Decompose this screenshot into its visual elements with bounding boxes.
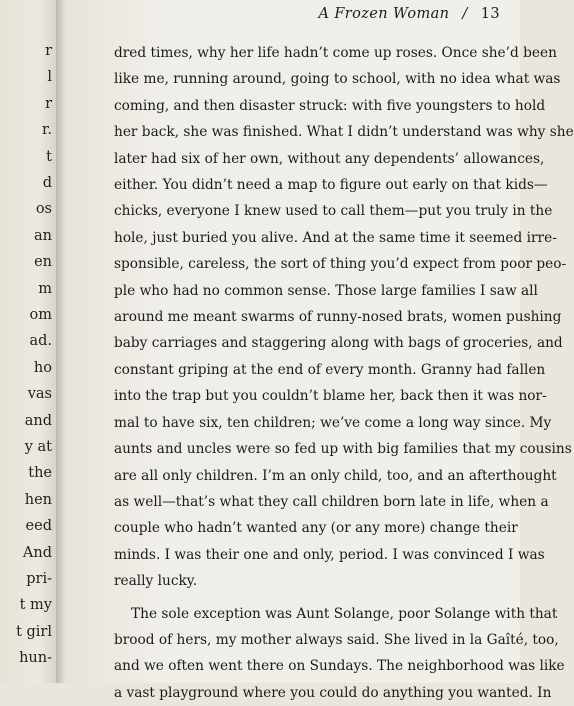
header-separator: /	[462, 6, 468, 22]
text-line: are all only children. I’m an only child, too, and an afterthought	[114, 467, 557, 484]
left-page-fragment: vas	[27, 386, 52, 403]
left-page-fragment: eed	[25, 518, 52, 535]
text-line: around me meant swarms of runny-nosed brats, women pushing	[114, 309, 562, 326]
text-line: dred times, why her life hadn’t come up roses. Once she’d been	[114, 45, 557, 61]
text-line: into the trap but you couldn’t blame her, back then it was nor-	[114, 388, 547, 405]
left-page-fragment: And	[22, 544, 52, 561]
left-page-fragment: the	[28, 465, 52, 482]
text-line: her back, she was finished. What I didn’t understand was why she	[114, 124, 574, 141]
left-page-fragment: hun-	[19, 650, 52, 667]
left-page-fragment: pri-	[26, 571, 52, 587]
text-line: like me, running around, going to school, with no idea what was	[114, 71, 561, 88]
left-page-fragment: t girl	[16, 623, 52, 640]
text-line: hole, just buried you alive. And at the same time it seemed irre-	[114, 229, 557, 246]
left-page-fragment: and	[24, 412, 52, 429]
left-page-fragment: y at	[24, 439, 52, 455]
left-page	[0, 0, 56, 683]
text-line: baby carriages and staggering along with bags of groceries, and	[114, 335, 563, 352]
text-line: aunts and uncles were so fed up with big families that my cousins	[114, 441, 572, 458]
text-line: ple who had no common sense. Those large families I saw all	[114, 282, 538, 299]
text-line: sponsible, careless, the sort of thing you’d expect from poor peo-	[114, 256, 567, 273]
left-page-fragment: d	[42, 175, 52, 191]
left-page-fragment: os	[35, 201, 52, 218]
book-gutter	[56, 0, 66, 683]
left-page-fragment: t	[46, 148, 52, 165]
text-line: and we often went there on Sundays. The neighborhood was like	[114, 658, 565, 675]
page-number: 13	[480, 6, 500, 22]
left-page-fragment: ho	[33, 359, 52, 376]
text-line: couple who hadn’t wanted any (or any more) change their	[114, 520, 518, 537]
text-line: coming, and then disaster struck: with five youngsters to hold	[114, 97, 546, 114]
left-page-fragment: r	[45, 95, 52, 112]
left-page-fragment: ad.	[29, 333, 52, 350]
left-page-fragment: r	[45, 43, 52, 59]
text-line: a vast playground where you could do anything you wanted. In	[114, 684, 552, 701]
left-page-fragment: en	[34, 254, 52, 271]
text-line: minds. I was their one and only, period. I was convinced I was	[114, 546, 545, 563]
text-line: constant griping at the end of every month. Granny had fallen	[114, 361, 546, 378]
text-line: mal to have six, ten children; we’ve come a long way since. My	[114, 414, 552, 431]
left-page-fragment: om	[29, 307, 52, 323]
left-page-fragment: an	[34, 227, 52, 244]
text-line: either. You didn’t need a map to figure out early on that kids—	[114, 177, 548, 194]
running-header	[318, 6, 500, 22]
left-page-fragment: m	[38, 280, 52, 297]
body-text	[114, 40, 574, 706]
header-title: A Frozen Woman	[318, 6, 450, 22]
text-line: really lucky.	[114, 573, 198, 590]
left-page-fragment: t my	[19, 597, 52, 614]
left-page-fragment: hen	[24, 491, 52, 508]
text-line: brood of hers, my mother always said. She lived in la Gaîté, too,	[114, 631, 559, 648]
text-line: chicks, everyone I knew used to call them—put you truly in the	[114, 203, 553, 220]
text-line: The sole exception was Aunt Solange, poor Solange with that	[131, 605, 558, 622]
left-page-fragment: r.	[42, 122, 52, 139]
right-page	[66, 0, 574, 701]
text-line: as well—that’s what they call children born late in life, when a	[114, 493, 549, 510]
left-page-fragment: l	[47, 69, 52, 86]
text-line: later had six of her own, without any dependents’ allowances,	[114, 150, 545, 167]
